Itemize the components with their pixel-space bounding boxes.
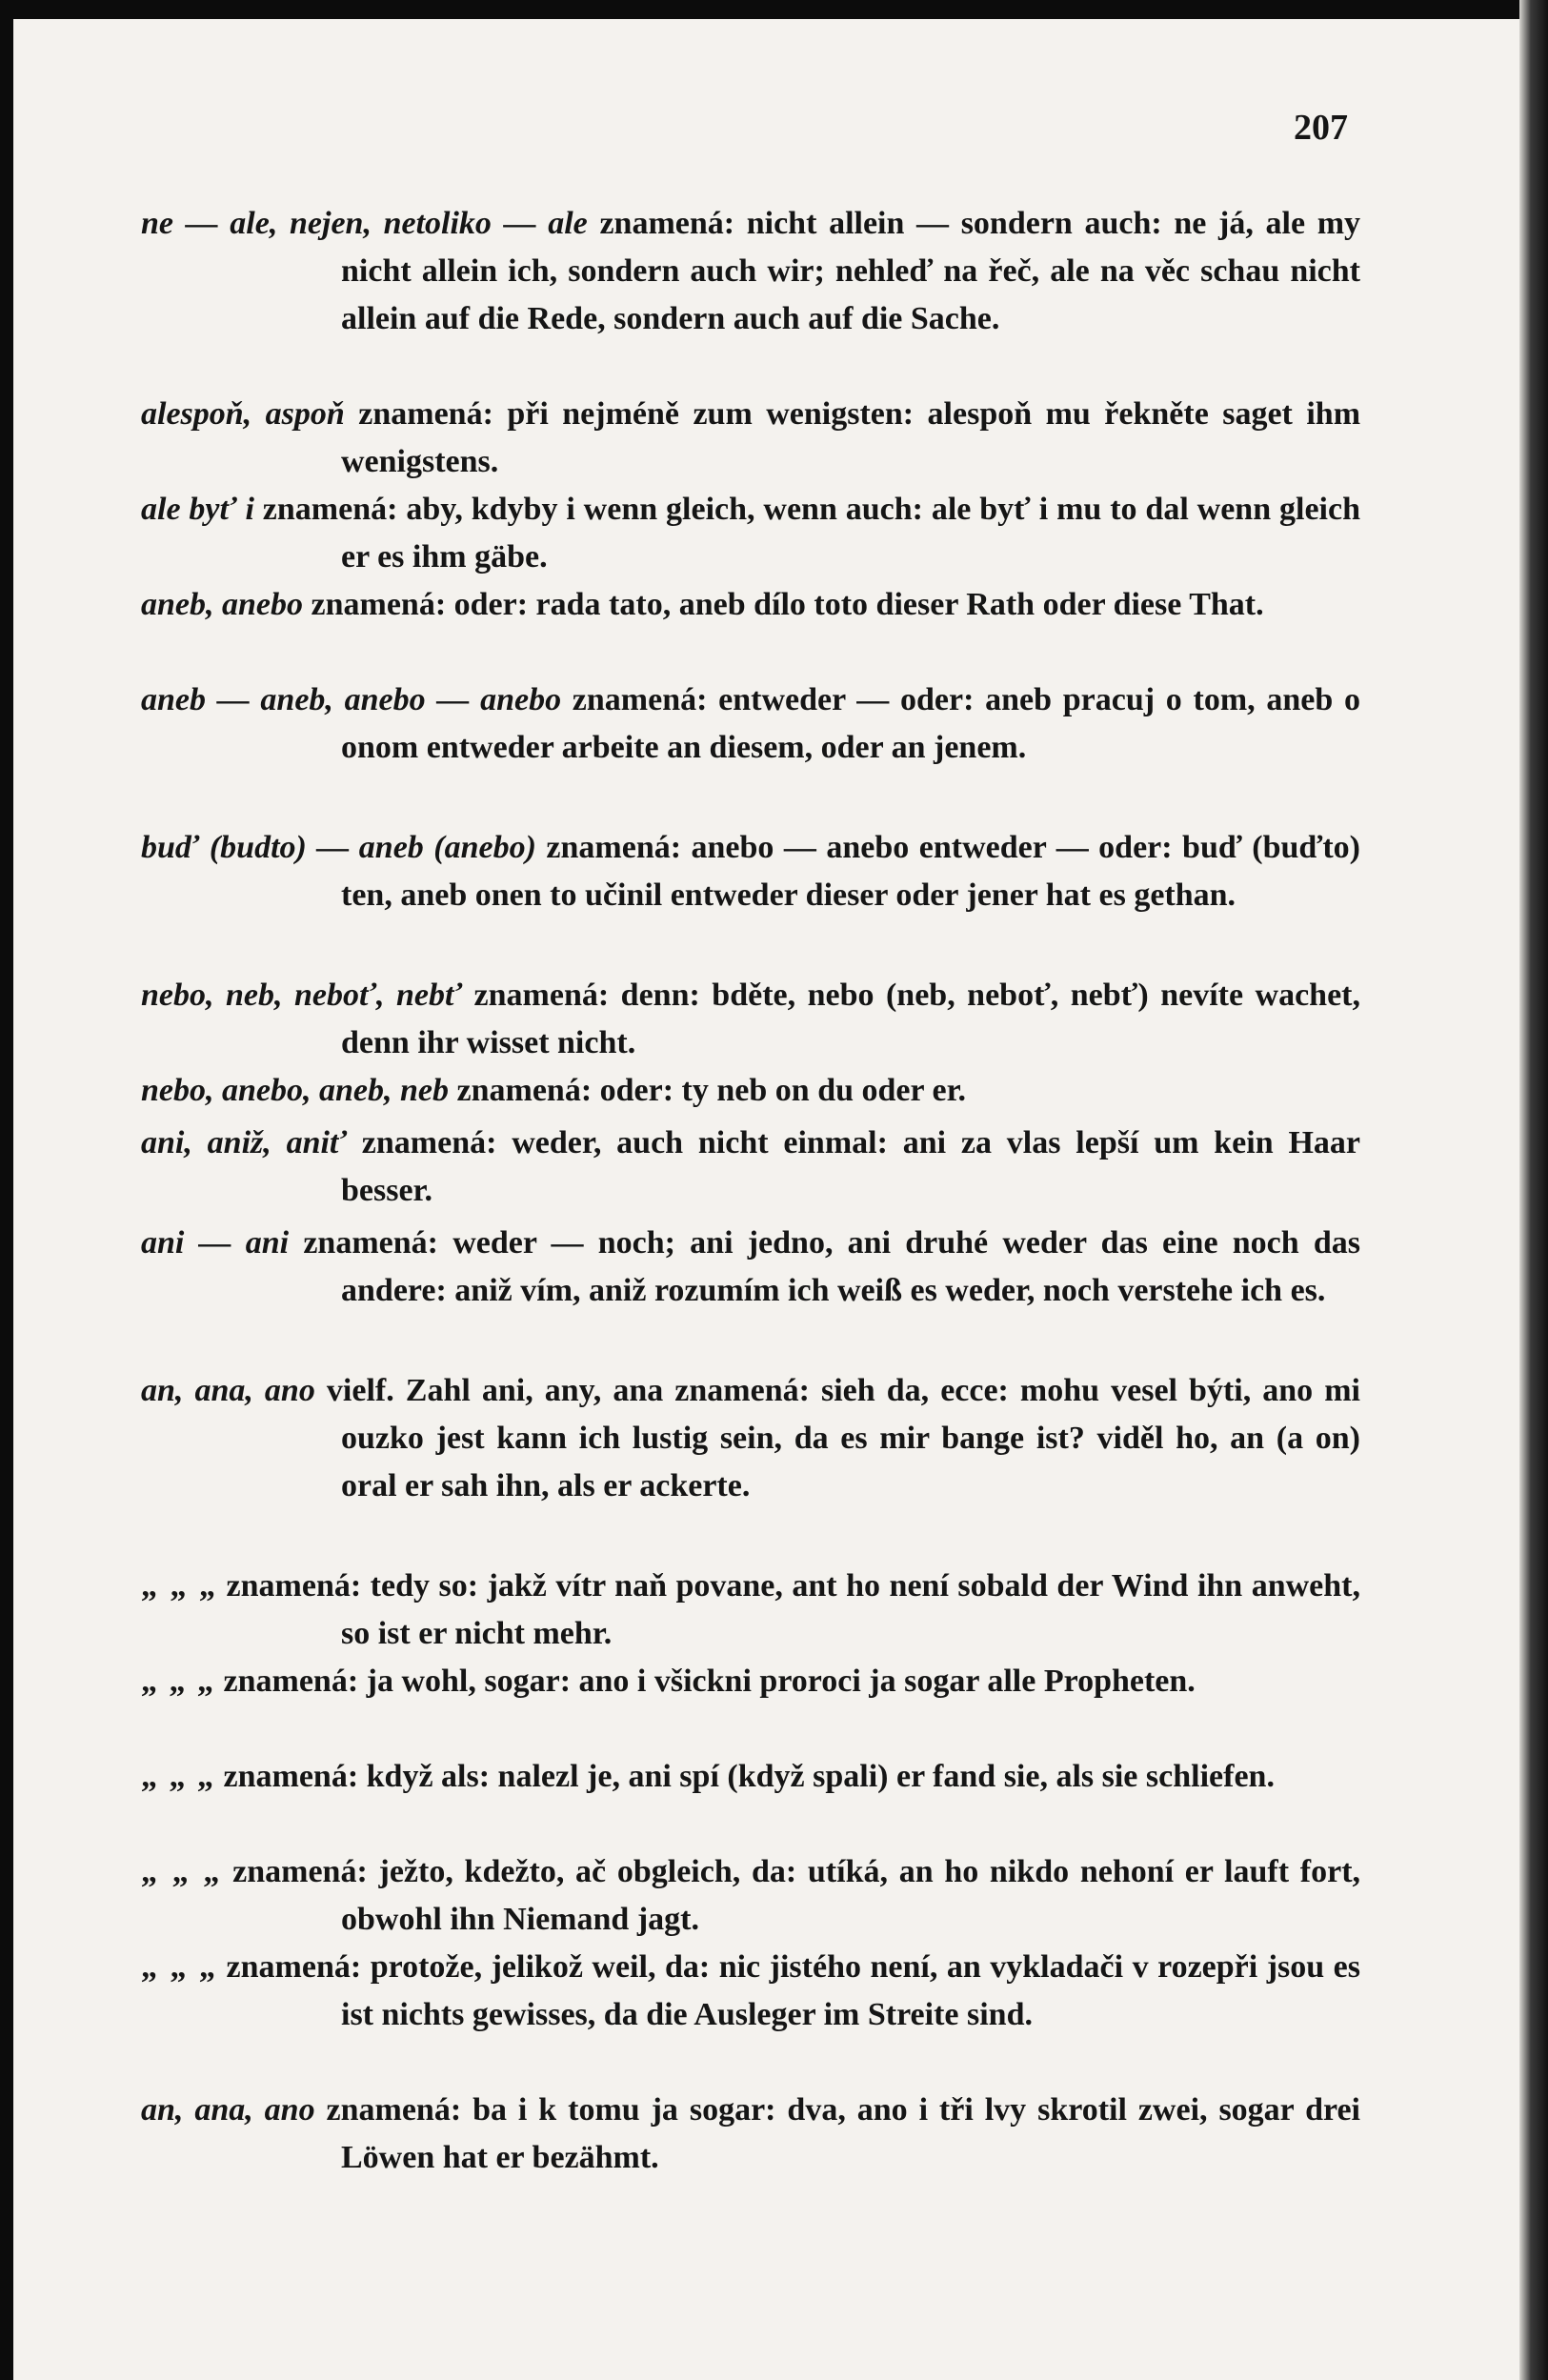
entry-head: ale byť i — [141, 492, 254, 527]
entry-head: nebo, anebo, aneb, neb — [141, 1073, 449, 1108]
entry-head: aneb, anebo — [141, 587, 303, 622]
entry — [141, 391, 1360, 486]
entry-head: an, ana, ano — [141, 1373, 315, 1408]
entry — [141, 1944, 1360, 2039]
ditto-marks: „ „ „ — [141, 1949, 218, 1985]
entry — [141, 1563, 1360, 1658]
entry — [141, 1067, 1360, 1115]
entry-text: znamená: ba i k tomu ja sogar: dva, ano i tři lvy skrotil zwei, sogar drei Löwen hat er bezähmt. — [326, 2092, 1361, 2175]
ditto-marks: „ „ „ — [141, 1759, 215, 1794]
entry-head: aneb — aneb, anebo — anebo — [141, 682, 562, 717]
ditto-marks: „ „ „ — [141, 1854, 222, 1889]
entry — [141, 824, 1360, 919]
entry-text: znamená: ja wohl, sogar: ano i všickni proroci ja sogar alle Propheten. — [223, 1664, 1196, 1699]
entry-head: ani — ani — [141, 1225, 290, 1261]
entry — [141, 676, 1360, 772]
entry — [141, 972, 1360, 1067]
entry — [141, 1658, 1360, 1705]
entry — [141, 1220, 1360, 1315]
entry-text: znamená: oder: rada tato, aneb dílo toto dieser Rath oder diese That. — [311, 587, 1264, 622]
entry-text: znamená: entweder — oder: aneb pracuj o tom, aneb o onom entweder arbeite an diesem, oder an jenem. — [341, 682, 1361, 765]
entry-head: alespoň, aspoň — [141, 396, 345, 432]
entry-text: znamená: oder: ty neb on du oder er. — [456, 1073, 967, 1108]
entry-text: vielf. Zahl ani, any, ana znamená: sieh da, ecce: mohu vesel býti, ano mi ouzko jest kann ich lustig sein, da es mir bange ist? viděl ho, an (a on) oral er sah ihn, als er ackerte. — [326, 1373, 1361, 1503]
entry-text: znamená: anebo — anebo entweder — oder: buď (buďto) ten, aneb onen to učinil entweder dieser oder jener hat es gethan. — [341, 830, 1361, 913]
entry — [141, 581, 1360, 629]
entry-head: ani, aniž, aniť — [141, 1125, 347, 1160]
entry — [141, 486, 1360, 581]
entry-text: znamená: aby, kdyby i wenn gleich, wenn auch: ale byť i mu to dal wenn gleich er es ihm gäbe. — [262, 492, 1360, 575]
entry-head: an, ana, ano — [141, 2092, 315, 2128]
entry — [141, 200, 1360, 343]
entry — [141, 1367, 1360, 1510]
entry-text: znamená: při nejméně zum wenigsten: alespoň mu řekněte saget ihm wenigstens. — [341, 396, 1361, 479]
entry-text: znamená: protože, jelikož weil, da: nic jistého není, an vykladači v rozepři jsou es ist nichts gewisses, da die Ausleger im Streite sind. — [226, 1949, 1361, 2032]
entry-text: znamená: nicht allein — sondern auch: ne já, ale my nicht allein ich, sondern auch wir; nehleď na řeč, ale na věc schau nicht allein auf die Rede, sondern auch auf die Sache. — [341, 206, 1361, 336]
entry-head: buď (budto) — aneb (anebo) — [141, 830, 536, 865]
page-number: 207 — [1294, 108, 1348, 148]
entry-text: znamená: když als: nalezl je, ani spí (když spali) er fand sie, als sie schliefen. — [223, 1759, 1275, 1794]
entry-text: znamená: denn: bděte, nebo (neb, neboť, nebť) nevíte wachet, denn ihr wisset nicht. — [341, 978, 1361, 1060]
entry — [141, 2087, 1360, 2182]
entry — [141, 1848, 1360, 1944]
entry-text: znamená: weder — noch; ani jedno, ani druhé weder das eine noch das andere: aniž vím, aniž rozumím ich weiß es weder, noch verstehe ich es. — [303, 1225, 1361, 1308]
entry — [141, 1753, 1360, 1801]
entry-text: znamená: weder, auch nicht einmal: ani za vlas lepší um kein Haar besser. — [341, 1125, 1360, 1208]
entry — [141, 1119, 1360, 1215]
entry-text: znamená: ježto, kdežto, ač obgleich, da: utíká, an ho nikdo nehoní er lauft fort, obwohl ihn Niemand jagt. — [232, 1854, 1361, 1937]
entry-head: nebo, neb, neboť, nebť — [141, 978, 463, 1013]
entry-head: ne — ale, nejen, netoliko — ale — [141, 206, 588, 241]
entry-text: znamená: tedy so: jakž vítr naň povane, ant ho není sobald der Wind ihn anweht, so ist er nicht mehr. — [226, 1568, 1361, 1651]
ditto-marks: „ „ „ — [141, 1664, 215, 1699]
ditto-marks: „ „ „ — [141, 1568, 218, 1603]
